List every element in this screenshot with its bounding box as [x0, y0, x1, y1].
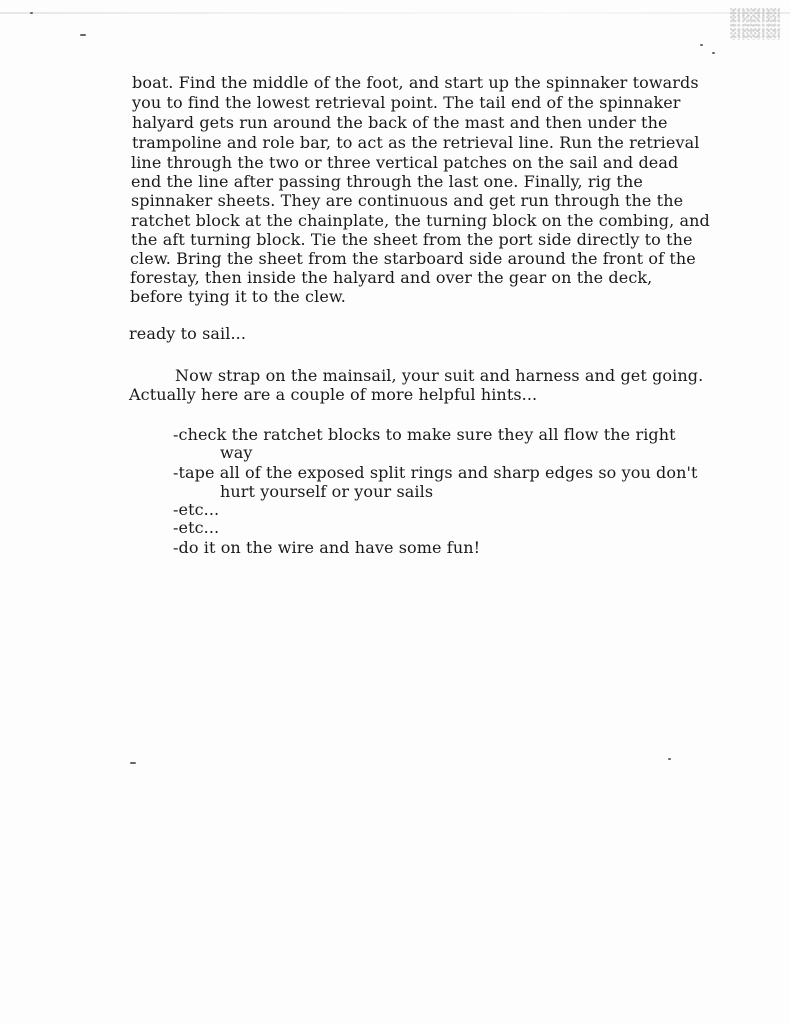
hint-item-continuation: way [220, 443, 253, 462]
body-text-line: trampoline and role bar, to act as the retrieval line. Run the retrieval [132, 133, 700, 152]
hint-item: -etc... [173, 500, 220, 519]
scan-speck [700, 44, 703, 46]
scan-speck [80, 34, 86, 36]
body-text-line: clew. Bring the sheet from the starboard side around the front of the [130, 249, 696, 268]
body-text-line: end the line after passing through the last one. Finally, rig the [131, 172, 643, 191]
body-text-line: you to find the lowest retrieval point. The tail end of the spinnaker [132, 93, 681, 112]
scan-noise-corner [730, 8, 780, 40]
body-text-line: ratchet block at the chainplate, the turning block on the combing, and [131, 211, 710, 230]
body-text-line: halyard gets run around the back of the mast and then under the [132, 113, 668, 132]
body-text-line: before tying it to the clew. [130, 287, 346, 306]
body-text-line: line through the two or three vertical patches on the sail and dead [131, 153, 679, 172]
body-text-line: boat. Find the middle of the foot, and start up the spinnaker towards [132, 73, 699, 92]
section-heading: ready to sail... [129, 324, 247, 343]
body-text-line: Actually here are a couple of more helpful hints... [129, 385, 538, 404]
hint-item: -check the ratchet blocks to make sure they all flow the right [173, 425, 676, 444]
body-text-line: Now strap on the mainsail, your suit and harness and get going. [175, 366, 704, 385]
body-text-line: forestay, then inside the halyard and over the gear on the deck, [130, 268, 653, 287]
body-text-line: the aft turning block. Tie the sheet from the port side directly to the [131, 230, 693, 249]
scan-speck [712, 52, 715, 54]
scan-speck [30, 12, 33, 14]
body-text-line: spinnaker sheets. They are continuous and get run through the the [131, 191, 684, 210]
scan-speck [668, 758, 671, 760]
scan-edge-line [0, 12, 790, 14]
hint-item-continuation: hurt yourself or your sails [220, 482, 434, 501]
scan-speck [130, 762, 136, 764]
hint-item: -tape all of the exposed split rings and sharp edges so you don't [173, 463, 698, 482]
hint-item: -etc... [173, 518, 220, 537]
hint-item: -do it on the wire and have some fun! [173, 538, 481, 557]
